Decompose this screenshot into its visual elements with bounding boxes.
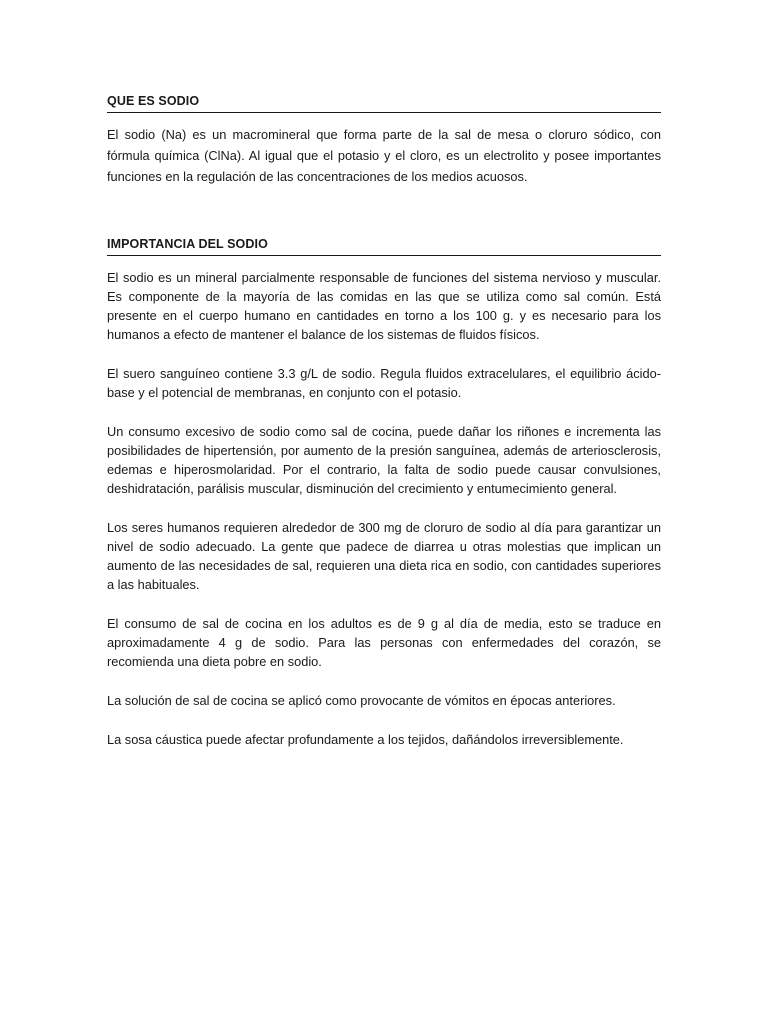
- paragraph: El sodio (Na) es un macromineral que forma parte de la sal de mesa o cloruro sódico, con fórmula química (ClNa). Al igual que el potasio y el cloro, es un electrolito y posee importantes funciones en la regulación de las concentraciones de los medios acuosos.: [107, 127, 661, 184]
- section-heading-que-es-sodio: QUE ES SODIO: [107, 92, 661, 113]
- paragraph: Un consumo excesivo de sodio como sal de cocina, puede dañar los riñones e incrementa las posibilidades de hipertensión, por aumento de la presión sanguínea, además de arteriosclerosis, edemas e hiperosmolaridad. Por el contrario, la falta de sodio puede causar convulsiones, deshidratación, parálisis muscular, disminución del crecimiento y entumecimiento general.: [107, 424, 661, 496]
- paragraph: Los seres humanos requieren alrededor de 300 mg de cloruro de sodio al día para garantizar un nivel de sodio adecuado. La gente que padece de diarrea u otras molestias que implican un aumento de las necesidades de sal, requieren una dieta rica en sodio, con cantidades superiores a las habituales.: [107, 520, 661, 592]
- paragraph: El consumo de sal de cocina en los adultos es de 9 g al día de media, esto se traduce en aproximadamente 4 g de sodio. Para las personas con enfermedades del corazón, se recomienda una dieta pobre en sodio.: [107, 616, 661, 669]
- paragraph: La solución de sal de cocina se aplicó como provocante de vómitos en épocas anteriores.: [107, 693, 616, 708]
- section-heading-importancia-del-sodio: IMPORTANCIA DEL SODIO: [107, 235, 661, 256]
- paragraph: El sodio es un mineral parcialmente responsable de funciones del sistema nervioso y muscular. Es componente de la mayoría de las comidas en las que se utiliza como sal común. Está presente en el cuerpo humano en cantidades en torno a los 100 g. y es necesario para los humanos a efecto de mantener el balance de los sistemas de fluidos físicos.: [107, 270, 661, 342]
- paragraph: La sosa cáustica puede afectar profundamente a los tejidos, dañándolos irreversiblemente.: [107, 732, 624, 747]
- paragraph: El suero sanguíneo contiene 3.3 g/L de sodio. Regula fluidos extracelulares, el equilibrio ácido-base y el potencial de membranas, en conjunto con el potasio.: [107, 366, 661, 400]
- document-page: [107, 92, 661, 749]
